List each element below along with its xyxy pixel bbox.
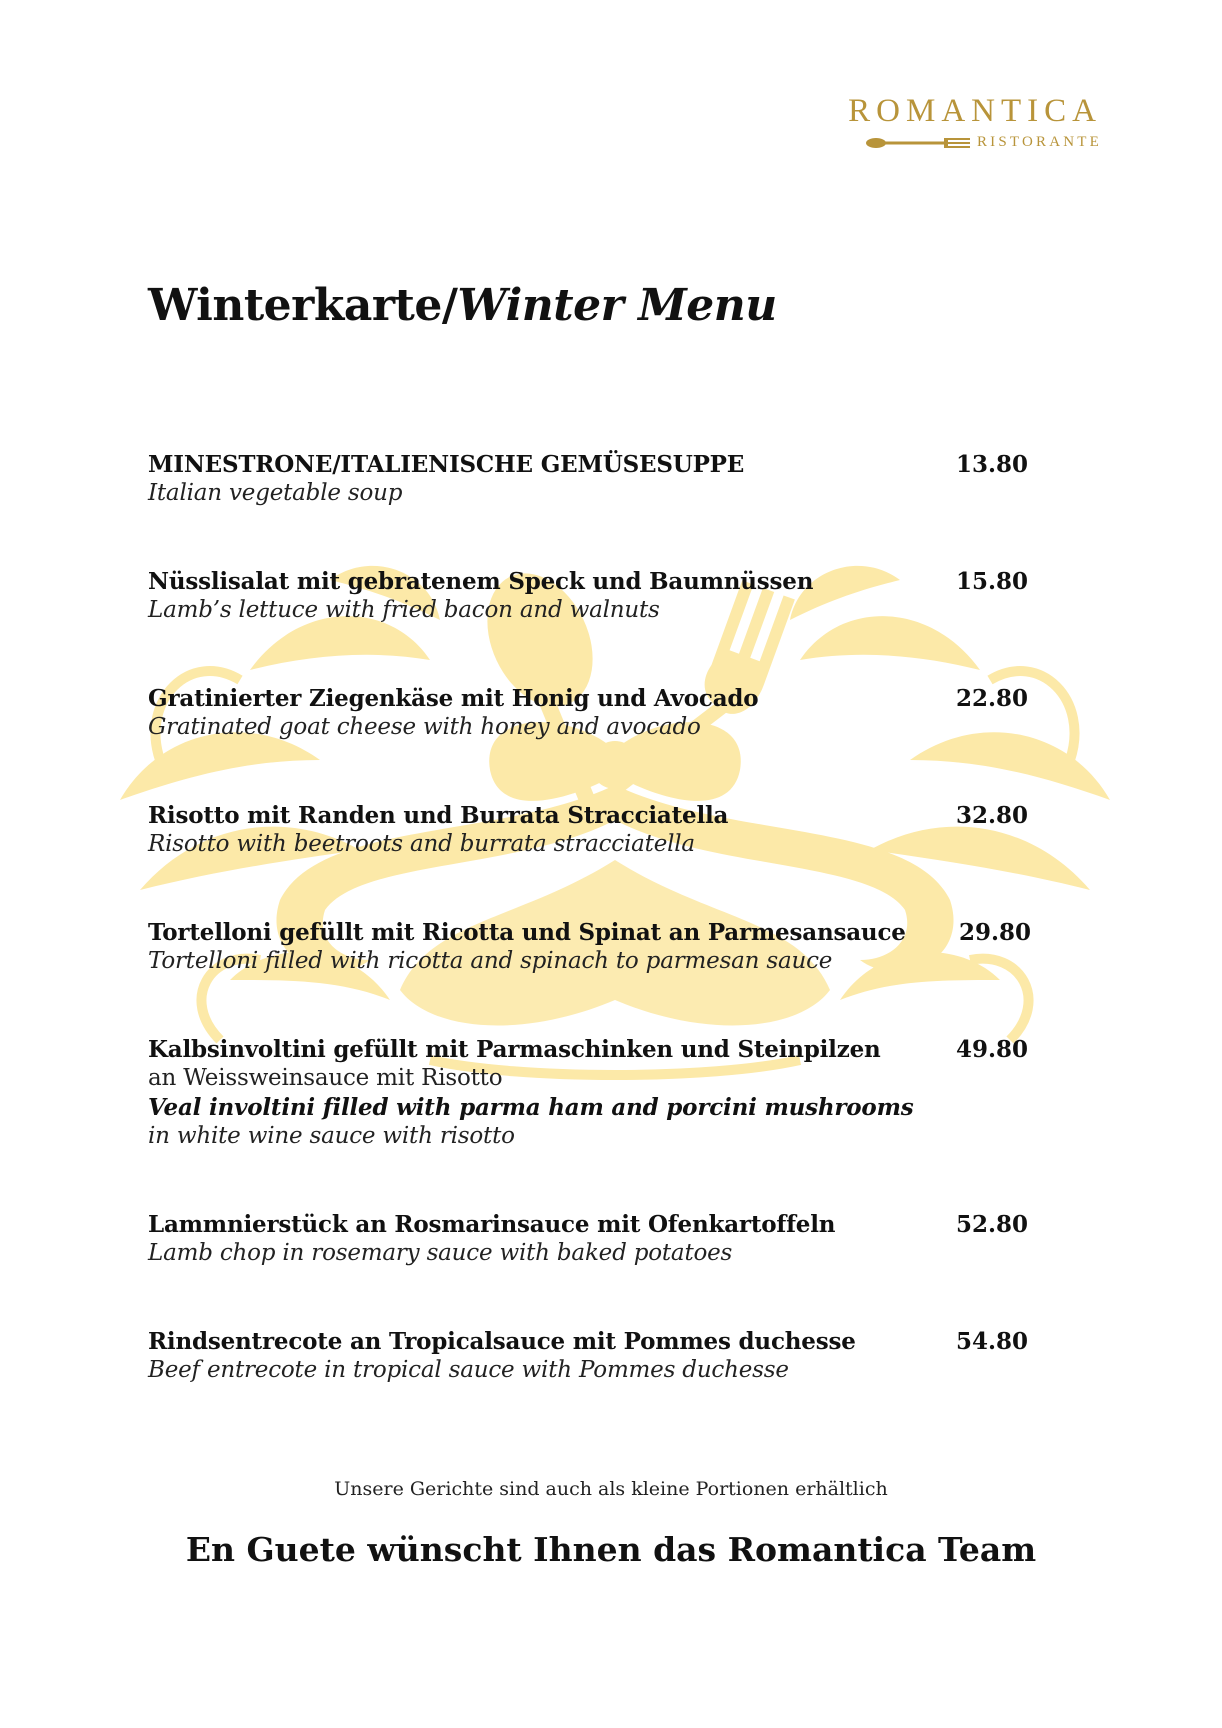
menu-item: [148, 801, 1028, 859]
page-title: [148, 280, 777, 331]
dish-name-german: MINESTRONE/ITALIENISCHE GEMÜSESUPPE: [148, 451, 745, 478]
dish-name-english: Italian vegetable soup: [148, 480, 403, 506]
dish-name-english: Tortelloni filled with ricotta and spinach to parmesan sauce: [148, 948, 833, 974]
restaurant-logo: [802, 95, 1102, 151]
dish-name-english: Veal involtini filled with parma ham and porcini mushrooms: [148, 1094, 914, 1121]
fork-icon: [866, 136, 971, 150]
menu-item: [148, 1035, 1028, 1151]
dish-price: 54.80: [955, 1328, 1028, 1355]
title-german: Winterkarte/: [148, 280, 458, 331]
dish-price: 52.80: [955, 1211, 1028, 1238]
dish-name-english: Beef entrecote in tropical sauce with Pommes duchesse: [148, 1357, 789, 1383]
menu-item: [148, 684, 1028, 742]
dish-name-german: Gratinierter Ziegenkäse mit Honig und Avocado: [148, 685, 759, 712]
dish-name-english: Risotto with beetroots and burrata stracciatella: [148, 831, 695, 857]
dish-price: 15.80: [955, 568, 1028, 595]
dish-name-english: Lamb chop in rosemary sauce with baked potatoes: [148, 1240, 733, 1266]
logo-name: ROMANTICA: [848, 93, 1102, 129]
logo-subtitle-row: [802, 134, 1102, 151]
dish-name-german: Lammnierstück an Rosmarinsauce mit Ofenkartoffeln: [148, 1211, 836, 1238]
dish-price: 32.80: [955, 802, 1028, 829]
closing-greeting: En Guete wünscht Ihnen das Romantica Team: [185, 1530, 1037, 1569]
dish-name-german: Kalbsinvoltini gefüllt mit Parmaschinken und Steinpilzen: [148, 1036, 881, 1063]
dish-name-german: Nüsslisalat mit gebratenem Speck und Baumnüssen: [148, 568, 814, 595]
logo-subtitle: RISTORANTE: [976, 134, 1102, 150]
menu-item: [148, 567, 1028, 625]
menu-item: [148, 1210, 1028, 1268]
dish-name-german: Tortelloni gefüllt mit Ricotta und Spinat an Parmesansauce: [148, 919, 906, 946]
menu-item: [148, 1327, 1028, 1385]
dish-price: 22.80: [955, 685, 1028, 712]
dish-price: 29.80: [958, 919, 1031, 946]
dish-description-german: an Weissweinsauce mit Risotto: [148, 1065, 503, 1091]
dish-name-german: Risotto mit Randen und Burrata Stracciatella: [148, 802, 729, 829]
dish-price: 13.80: [955, 451, 1028, 478]
title-english: Winter Menu: [457, 280, 777, 331]
dish-name-english: Gratinated goat cheese with honey and avocado: [148, 714, 701, 740]
menu-item: [148, 918, 1031, 976]
portion-note: Unsere Gerichte sind auch als kleine Portionen erhältlich: [334, 1478, 888, 1500]
dish-price: 49.80: [955, 1036, 1028, 1063]
menu-item: [148, 450, 1028, 508]
dish-description-english: in white wine sauce with risotto: [148, 1123, 515, 1149]
dish-name-german: Rindsentrecote an Tropicalsauce mit Pommes duchesse: [148, 1328, 856, 1355]
dish-name-english: Lamb’s lettuce with fried bacon and walnuts: [148, 597, 660, 623]
